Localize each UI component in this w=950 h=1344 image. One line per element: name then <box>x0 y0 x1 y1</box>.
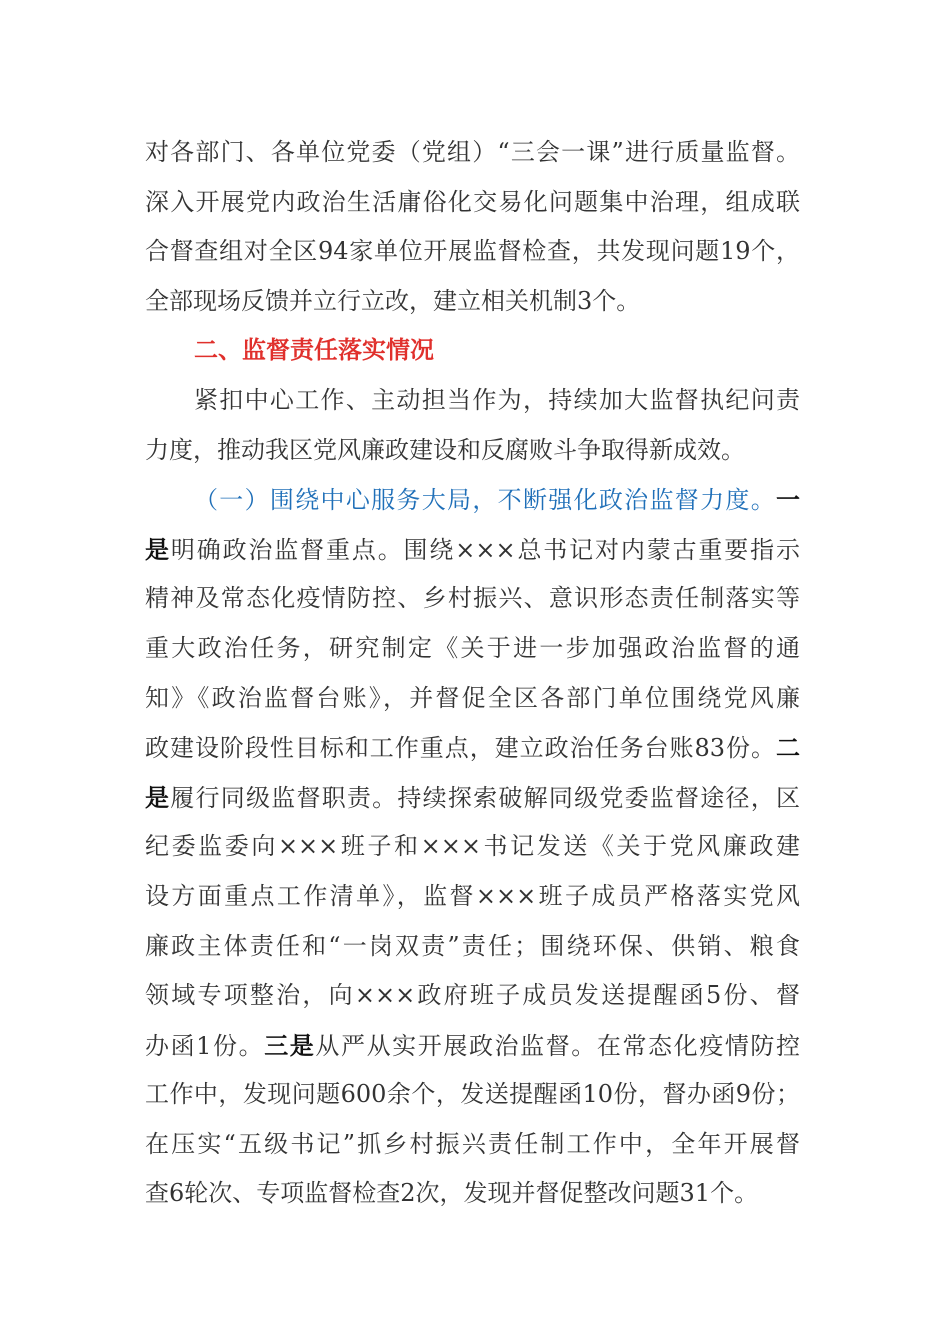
section-heading: 二、监督责任落实情况 <box>194 336 434 365</box>
paragraph-3-line: 领域专项整治，向×××政府班子成员发送提醒函5份、督 <box>145 981 800 1010</box>
ordinal-marker: 是 <box>145 534 171 564</box>
line-text: 明确政治监督重点。围绕×××总书记对内蒙古重要指示 <box>170 535 801 564</box>
paragraph-3-line: 工作中，发现问题600余个，发送提醒函10份，督办函9份； <box>145 1080 800 1109</box>
paragraph-3-line <box>145 723 800 773</box>
paragraph-3-line <box>145 773 800 823</box>
paragraph-3-line <box>145 1021 800 1071</box>
paragraph-2-line: 紧扣中心工作、主动担当作为，持续加大监督执纪问责 <box>194 385 800 414</box>
paragraph-3-line: 知》《政治监督台账》，并督促全区各部门单位围绕党风廉 <box>145 683 800 712</box>
paragraph-1-line: 对各部门、各单位党委（党组）“三会一课”进行质量监督。 <box>145 138 800 166</box>
paragraph-1-line: 合督查组对全区94家单位开展监督检查，共发现问题19个， <box>145 237 800 266</box>
paragraph-3-line: 廉政主体责任和“一岗双责”责任；围绕环保、供销、粮食 <box>145 931 800 960</box>
line-text: 办函1份。 <box>145 1031 265 1060</box>
line-text: 履行同级监督职责。持续探索破解同级党委监督途径，区 <box>170 783 801 812</box>
line-text: 政建设阶段性目标和工作重点，建立政治任务台账83份。 <box>145 734 776 763</box>
ordinal-marker: 是 <box>145 782 171 812</box>
paragraph-3-line: 设方面重点工作清单》，监督×××班子成员严格落实党风 <box>145 881 800 910</box>
paragraph-2-line: 力度，推动我区党风廉政建设和反腐败斗争取得新成效。 <box>145 435 745 464</box>
line-text: 从严从实开展政治监督。在常态化疫情防控 <box>315 1031 801 1060</box>
ordinal-marker: 三是 <box>264 1030 316 1060</box>
ordinal-marker: 一 <box>776 485 800 515</box>
paragraph-3-line: 精神及常态化疫情防控、乡村振兴、意识形态责任制落实等 <box>145 584 800 613</box>
paragraph-3-line <box>145 475 800 525</box>
ordinal-marker: 二 <box>776 733 800 763</box>
paragraph-3-line <box>145 525 800 575</box>
paragraph-3-line: 在压实“五级书记”抓乡村振兴责任制工作中，全年开展督 <box>145 1129 800 1158</box>
paragraph-1-line: 深入开展党内政治生活庸俗化交易化问题集中治理，组成联 <box>145 187 800 216</box>
subheading: （一）围绕中心服务大局，不断强化政治监督力度。 <box>194 486 776 515</box>
paragraph-1-line: 全部现场反馈并立行立改，建立相关机制3个。 <box>145 286 641 315</box>
document-body <box>145 128 800 1219</box>
paragraph-3-line: 查6轮次、专项监督检查2次，发现并督促整改问题31个。 <box>145 1179 759 1208</box>
paragraph-3-line: 纪委监委向×××班子和×××书记发送《关于党风廉政建 <box>145 832 800 861</box>
paragraph-3-line: 重大政治任务，研究制定《关于进一步加强政治监督的通 <box>145 633 800 662</box>
